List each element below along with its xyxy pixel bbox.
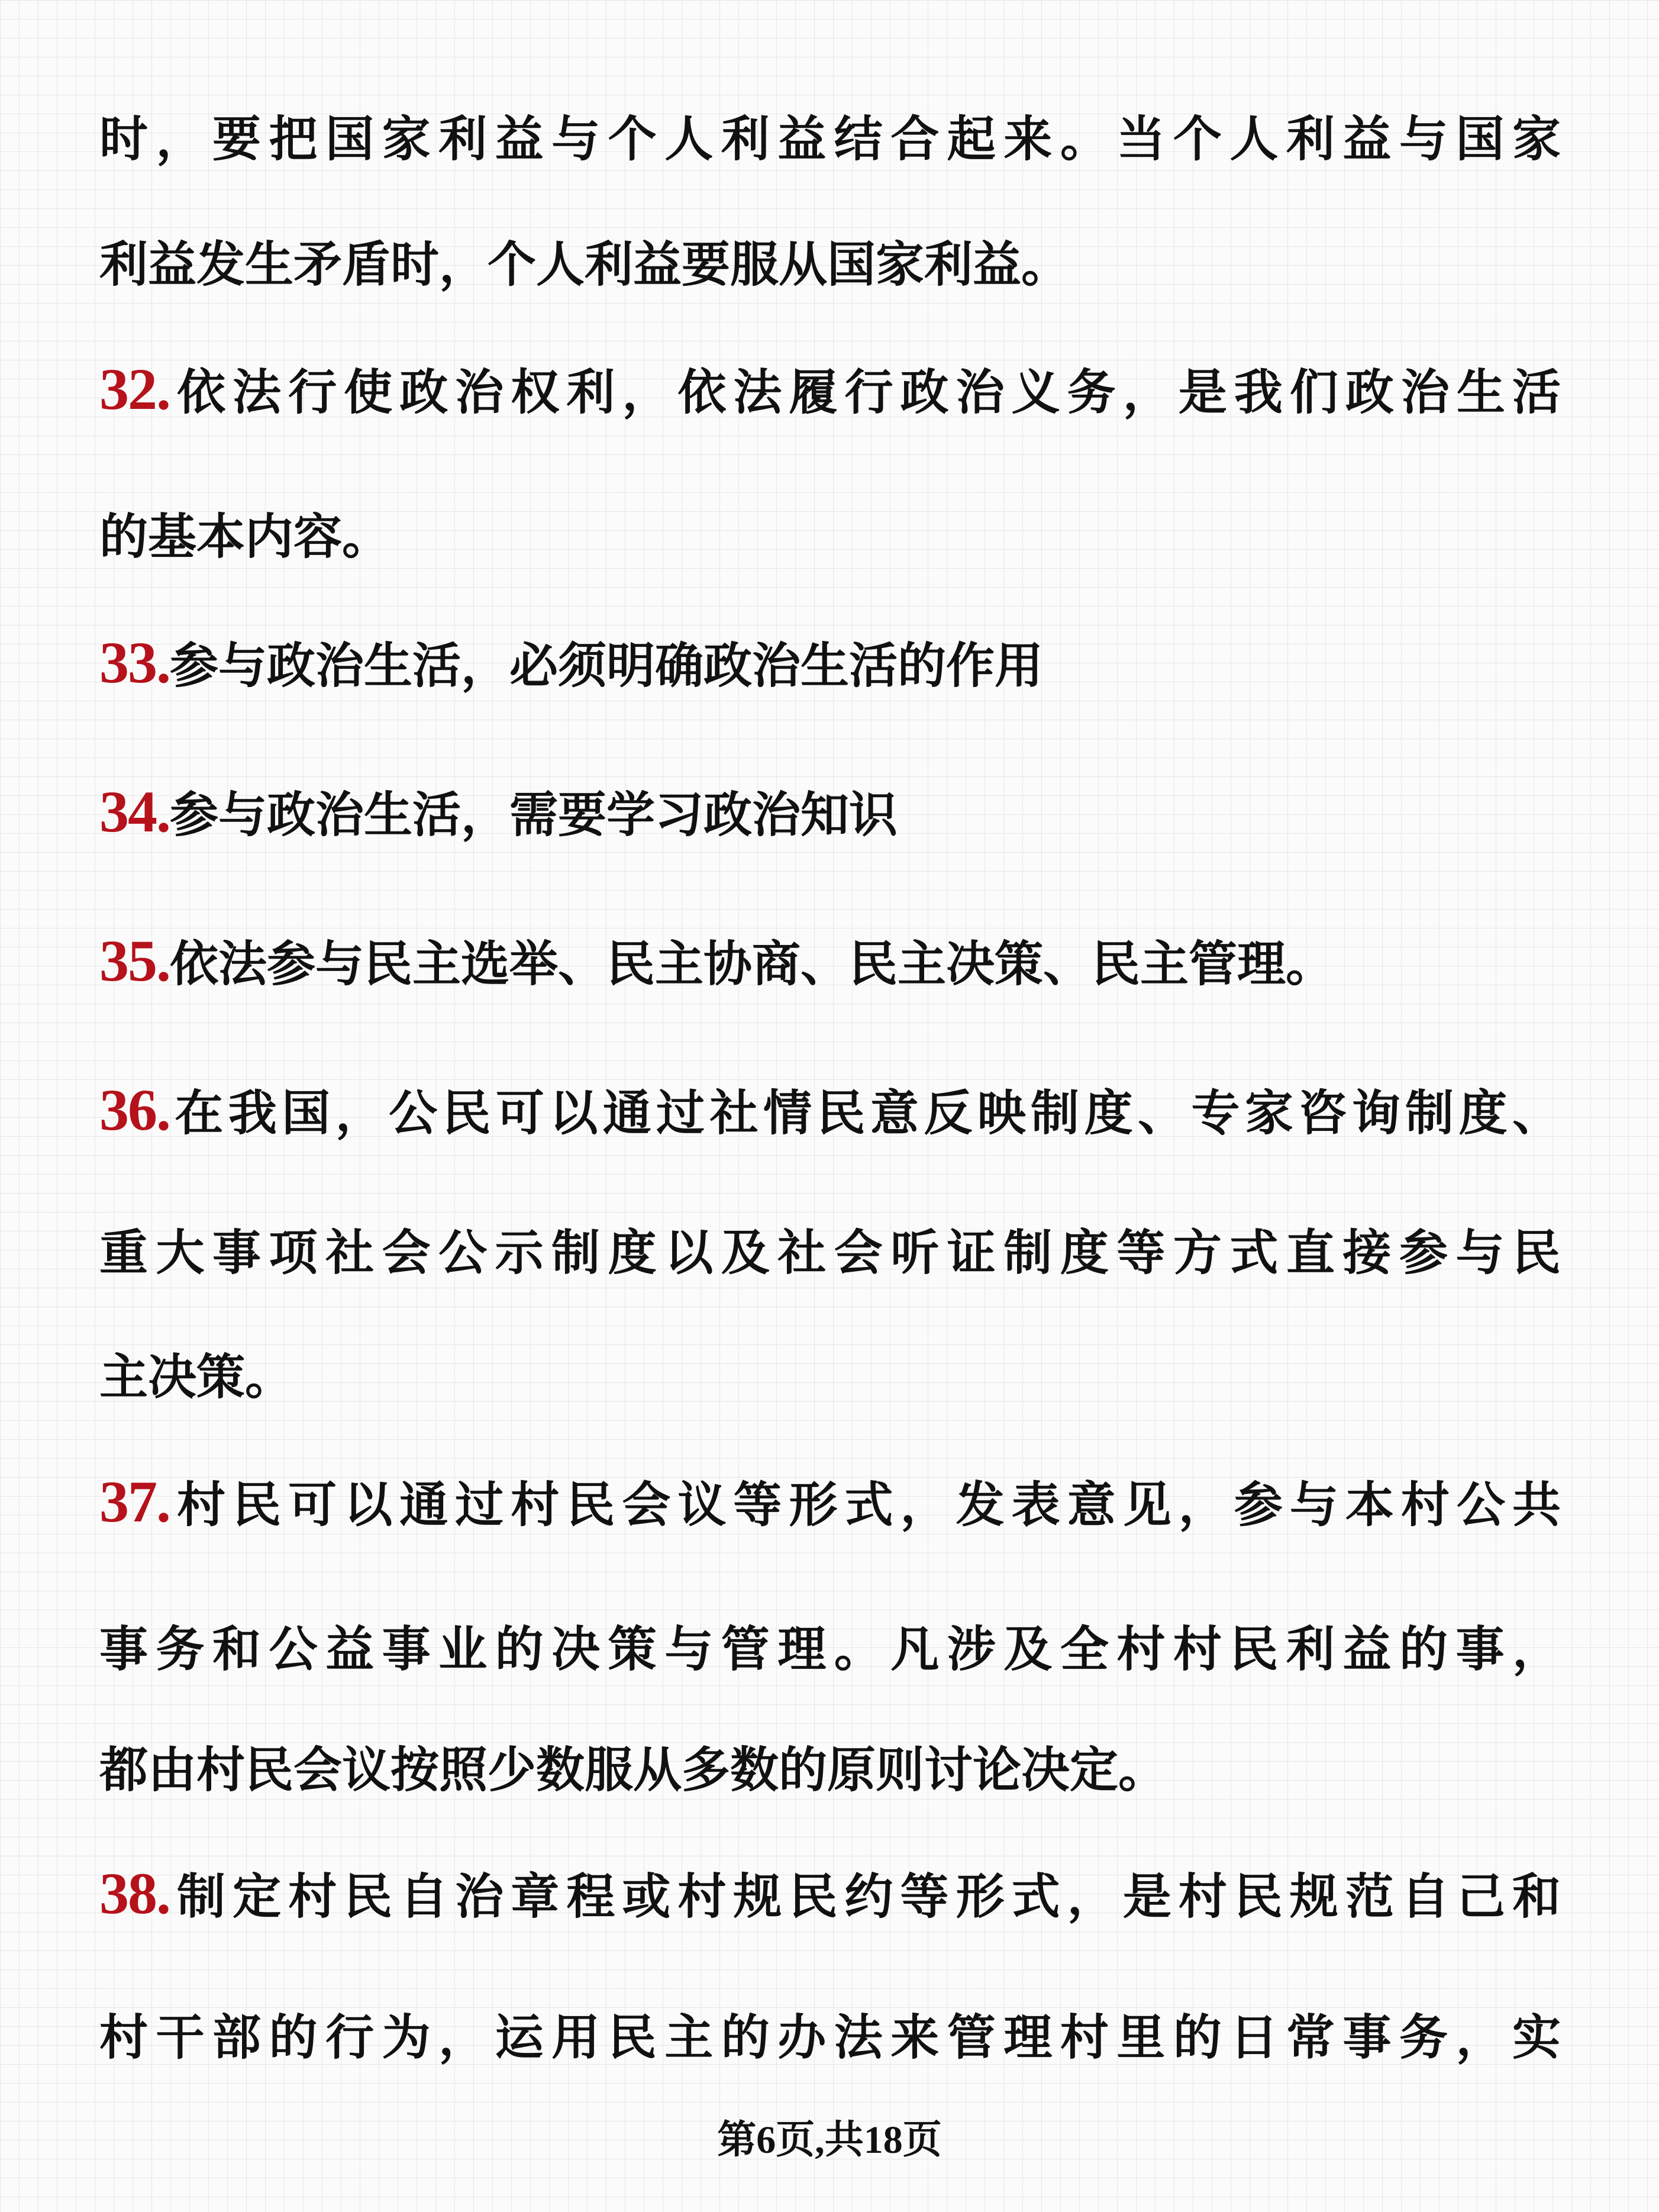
item-number: 36. <box>99 1077 170 1143</box>
line-text: 都由村民会议按照少数服从多数的原则讨论决定。 <box>99 1742 1167 1798</box>
line-text: 主决策。 <box>99 1349 294 1405</box>
text-line <box>99 1344 1561 1404</box>
line-text: 事务和公益事业的决策与管理。凡涉及全村村民利益的事， <box>99 1621 1561 1678</box>
line-text: 的基本内容。 <box>99 508 391 565</box>
text-line <box>99 1737 1561 1797</box>
text-line <box>99 232 1561 291</box>
text-line <box>99 779 1561 844</box>
line-text: 依法行使政治权利，依法履行政治义务，是我们政治生活 <box>170 364 1561 421</box>
item-number: 38. <box>99 1860 170 1926</box>
text-line <box>99 2005 1561 2064</box>
line-text: 重大事项社会公示制度以及社会听证制度等方式直接参与民 <box>99 1224 1561 1281</box>
line-text: 村干部的行为，运用民主的办法来管理村里的日常事务，实 <box>99 2009 1561 2066</box>
text-line <box>99 630 1561 695</box>
text-line <box>99 1860 1561 1926</box>
line-text: 在我国，公民可以通过社情民意反映制度、专家咨询制度、 <box>170 1085 1561 1142</box>
text-line <box>99 1220 1561 1279</box>
text-line <box>99 1617 1561 1676</box>
line-text: 依法参与民主选举、民主协商、民主决策、民主管理。 <box>170 936 1335 992</box>
item-number: 33. <box>99 630 170 695</box>
item-number: 35. <box>99 928 170 994</box>
item-number: 34. <box>99 779 170 844</box>
line-text: 参与政治生活，必须明确政治生活的作用 <box>170 637 1044 694</box>
text-line <box>99 1469 1561 1534</box>
line-text: 制定村民自治章程或村规民约等形式，是村民规范自己和 <box>170 1868 1561 1925</box>
line-text: 利益发生矛盾时，个人利益要服从国家利益。 <box>99 236 1070 293</box>
page-number-footer: 第6页,共18页 <box>717 2119 942 2162</box>
text-line <box>99 928 1561 994</box>
text-line <box>99 356 1561 422</box>
item-number: 37. <box>99 1469 170 1534</box>
item-number: 32. <box>99 356 170 422</box>
text-line <box>99 107 1561 166</box>
line-text: 参与政治生活，需要学习政治知识 <box>170 786 898 843</box>
text-line <box>99 504 1561 563</box>
line-text: 时，要把国家利益与个人利益结合起来。当个人利益与国家 <box>99 111 1561 167</box>
text-line <box>99 1077 1561 1143</box>
line-text: 村民可以通过村民会议等形式，发表意见，参与本村公共 <box>170 1476 1561 1533</box>
